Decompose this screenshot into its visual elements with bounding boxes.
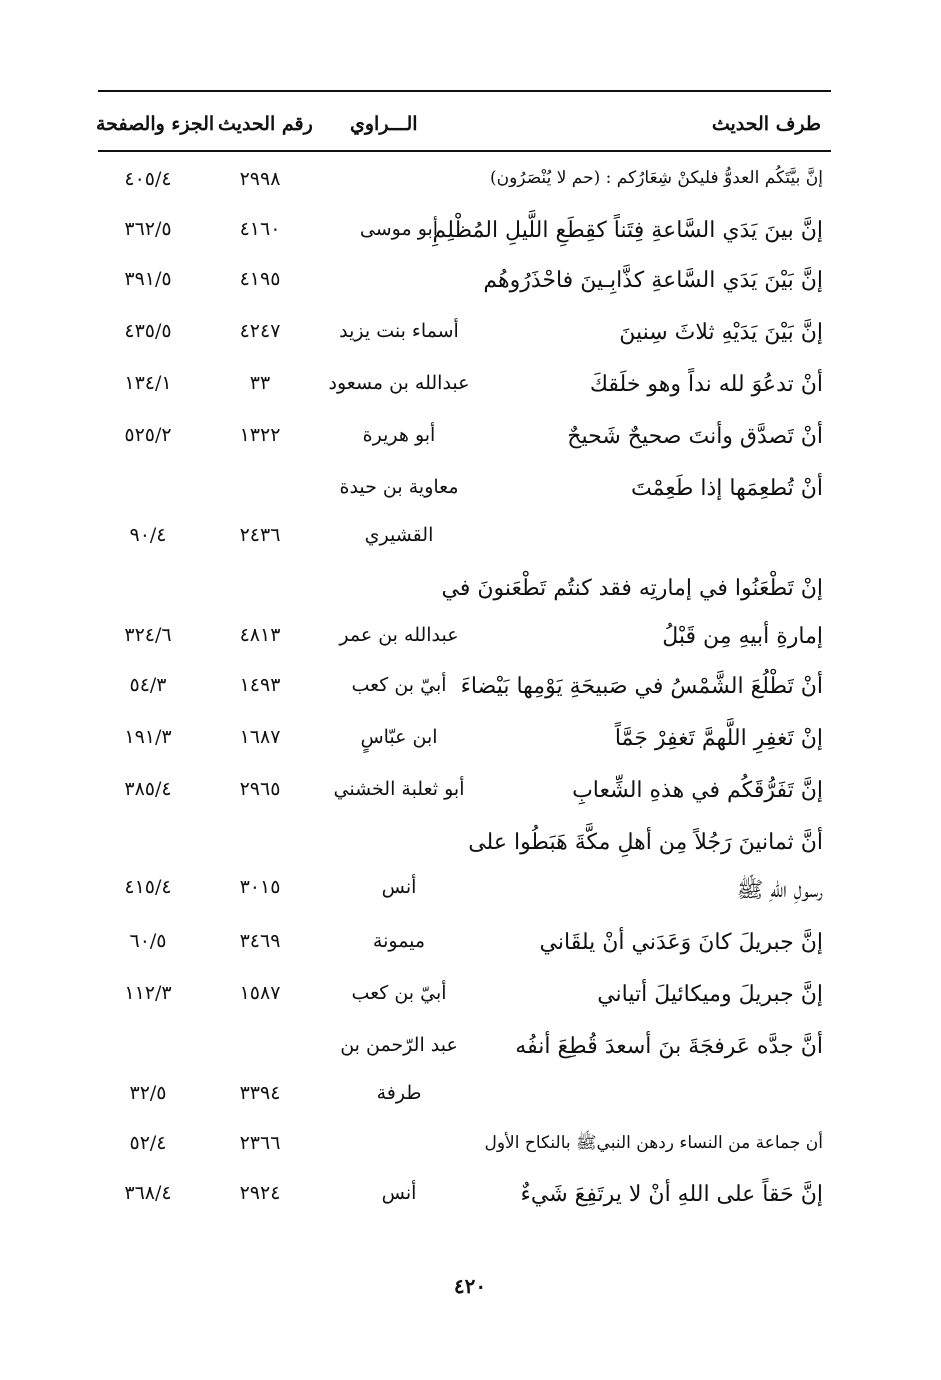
volume-page: ٥٢/٤ <box>129 1132 167 1154</box>
rawi: القشيري <box>364 524 434 546</box>
volume-page: ٣٩١/٥ <box>124 268 172 290</box>
volume-page: ٣٨٥/٤ <box>124 778 172 800</box>
hadith-text: أن جماعة من النساء ردهن النبيﷺ بالنكاح الأول <box>484 1133 823 1153</box>
hadith-number: ٢٩٩٨ <box>239 168 281 190</box>
header-hadith: طرف الحديث <box>711 113 821 135</box>
hadith-text: إنَّ جبريلَ كانَ وَعَدَني أنْ يلقَاني <box>539 930 823 955</box>
hadith-text: إنَّ بَيْنَ يَدَيْهِ ثلاثَ سِنينَ <box>619 320 823 345</box>
header-number: رقم الحديث <box>218 113 313 135</box>
hadith-number: ٢٩٦٥ <box>239 778 281 800</box>
rawi: طرفة <box>376 1082 422 1104</box>
rawi: أبيّ بن كعب <box>351 674 447 696</box>
hadith-number: ٣٣٩٤ <box>239 1082 281 1104</box>
hadith-text: أنْ تَصدَّق وأنتَ صحيحٌ شَحيحٌ <box>567 424 823 449</box>
hadith-text: إنَّ حَقاً على اللهِ أنْ لا يرتَفِعَ شَيءٌ <box>520 1182 823 1207</box>
rawi: ميمونة <box>372 930 426 952</box>
hadith-text: إمارةِ أبيهِ مِن قَبْلُ <box>662 624 823 649</box>
hadith-text: أنْ تَطْلُعَ الشَّمْسُ في صَبيحَةِ يَوْمِها بَيْضاءَ <box>460 674 823 699</box>
hadith-text: إنَّ تَفَرُّقَكُم في هذهِ الشِّعابِ <box>572 778 823 803</box>
hadith-number: ٣٣ <box>249 372 271 394</box>
rawi: أنس <box>381 1182 417 1204</box>
hadith-text: إنَّ بيَّتَكُم العدوُّ فليكنْ شِعَارُكم : (حم لا يُنْصَرُون) <box>489 168 823 188</box>
hadith-number: ١٣٢٢ <box>239 424 281 446</box>
hadith-number: ١٤٩٣ <box>239 674 281 696</box>
rawi: أبيّ بن كعب <box>351 982 447 1004</box>
volume-page: ٩٠/٤ <box>129 524 167 546</box>
hadith-text: أنَّ ثمانينَ رَجُلاً مِن أهلِ مكَّةَ هَبَطُوا على <box>468 830 823 855</box>
volume-page: ٤٣٥/٥ <box>124 320 172 342</box>
rawi: أنس <box>381 876 417 898</box>
hadith-number: ٤١٦٠ <box>239 218 281 240</box>
hadith-text: إنْ تَطْعَنُوا في إمارتِه فقد كنتُم تَطْعَنونَ في <box>441 576 823 601</box>
volume-page: ٥٤/٣ <box>129 674 167 696</box>
hadith-text: أنْ تُطعِمَها إذا طَعِمْتَ <box>630 476 823 501</box>
volume-page: ٣٦٨/٤ <box>124 1182 172 1204</box>
rawi: عبدالله بن مسعود <box>328 372 470 394</box>
header-rawi: الـــراوي <box>350 113 418 135</box>
volume-page: ٥٢٥/٢ <box>124 424 172 446</box>
volume-page: ٦٠/٥ <box>129 930 167 952</box>
hadith-number: ٤١٩٥ <box>239 268 281 290</box>
rawi: عبدالله بن عمر <box>339 624 459 646</box>
rawi: أبو ثعلبة الخشني <box>333 778 465 800</box>
rawi: أسماء بنت يزيد <box>339 320 459 342</box>
volume-page: ١٩١/٣ <box>124 726 172 748</box>
volume-page: ٣٢٤/٦ <box>124 624 172 646</box>
hadith-number: ٢٤٣٦ <box>239 524 281 546</box>
rawi: معاوية بن حيدة <box>339 476 459 498</box>
rawi: ابن عبّاسٍ <box>360 726 438 748</box>
volume-page: ١٣٤/١ <box>124 372 172 394</box>
hadith-number: ٢٣٦٦ <box>239 1132 281 1154</box>
volume-page: ٤٠٥/٤ <box>124 168 172 190</box>
header-rule <box>98 150 831 152</box>
hadith-number: ١٦٨٧ <box>239 726 281 748</box>
hadith-number: ٤٨١٣ <box>239 624 281 646</box>
volume-page: ٣٢/٥ <box>129 1082 167 1104</box>
hadith-text: أنَّ جدَّه عَرفجَةَ بنَ أسعدَ قُطِعَ أنفُه <box>515 1034 823 1059</box>
rawi: عبد الرّحمن بن <box>340 1034 458 1056</box>
header-volume-page: الجزء والصفحة <box>96 113 215 135</box>
rawi: أبو موسى <box>359 218 439 240</box>
hadith-number: ٣٠١٥ <box>239 876 281 898</box>
hadith-number: ٣٤٦٩ <box>239 930 281 952</box>
hadith-text: إنَّ بينَ يَدَي السَّاعةِ فِتَناً كقِطَعِ اللَّيلِ المُظْلِمِ <box>432 218 823 243</box>
volume-page: ٤١٥/٤ <box>124 876 172 898</box>
hadith-text: إنَّ بَيْنَ يَدَي السَّاعةِ كذَّابِـينَ فاحْذَرُوهُم <box>483 268 823 293</box>
volume-page: ٣٦٢/٥ <box>124 218 172 240</box>
hadith-text: إنْ تَغفِرِ اللَّهمَّ تَغفِرْ جَمَّاً <box>614 726 823 751</box>
hadith-text: رسولِ اللهِ ﷺ <box>736 878 823 903</box>
hadith-text: إنَّ جبريلَ وميكائيلَ أتياني <box>597 982 823 1007</box>
rawi: أبو هريرة <box>362 424 436 446</box>
hadith-number: ٢٩٢٤ <box>239 1182 281 1204</box>
volume-page: ١١٢/٣ <box>124 982 172 1004</box>
page-number: ٤٢٠ <box>453 1274 487 1298</box>
hadith-number: ٤٢٤٧ <box>239 320 281 342</box>
hadith-text: أنْ تدعُوَ لله نداً وهو خلَقكَ <box>589 372 823 397</box>
hadith-number: ١٥٨٧ <box>239 982 281 1004</box>
top-rule <box>98 90 831 92</box>
